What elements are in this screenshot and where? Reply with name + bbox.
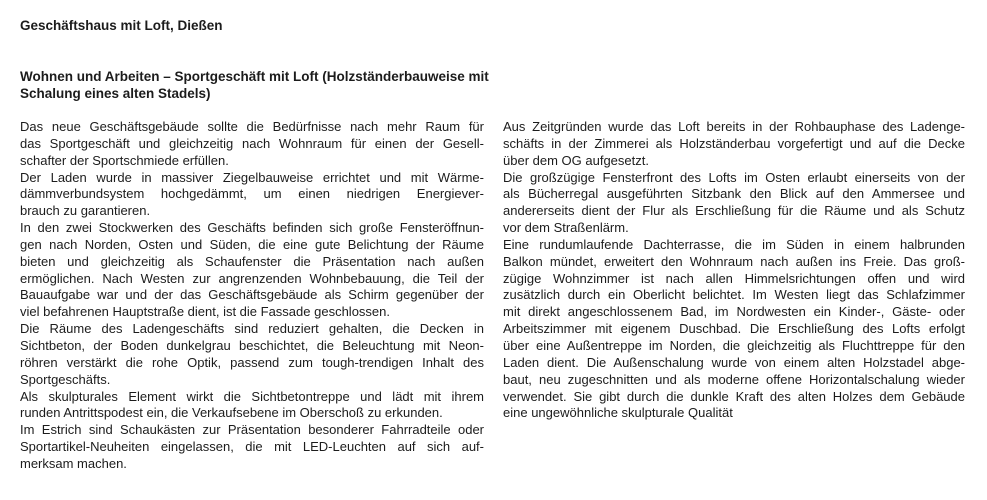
text-line: Die Räume des Ladengeschäfts sind reduziert gehalten, die Decken in [20,321,484,337]
text-line: gen nach Norden, Osten und Süden, die eine gute Belichtung der Räume [20,236,484,252]
text-line: ermöglichen. Nach Westen zur angrenzenden Wohnbebauung, die Teil der [20,270,484,286]
text-line: viel befahrenen Hauptstraße dient, ist die Fassade geschlossen. [20,304,390,320]
text-line: mit direkt angeschlossenem Bad, im Nordwesten ein Kinder-, Gäste- oder [503,304,965,320]
text-line: das Sportgeschäft und gleichzeitig nach Wohnraum für einen der Gesell- [20,135,484,151]
text-line: zügige Wohnzimmer ist nach allen Himmelsrichtungen offen und wird [503,270,965,286]
text-line: vor dem Straßenlärm. [503,220,629,236]
text-line: In den zwei Stockwerken des Geschäfts befinden sich große Fensteröffnun- [20,220,484,236]
text-line: Eine rundumlaufende Dachterrasse, die im Süden in einem halbrunden [503,236,965,252]
text-line: verwendet. Sie gibt durch die dunkle Kraft des alten Holzes dem Gebäude [503,388,965,404]
text-line: bieten und gleichzeitig als Schaufenster die Präsentation nach außen [20,253,484,269]
paragraph [20,220,484,321]
text-line: brauch zu garantieren. [20,203,151,219]
document-title: Geschäftshaus mit Loft, Dießen [20,18,223,33]
text-line: baut, neu zugeschnitten und als moderne offene Horizontalschalung wieder [503,371,965,387]
text-line: Der Laden wurde in massiver Ziegelbauweise errichtet und mit Wärme- [20,169,484,185]
text-line: Sichtbeton, der Boden dunkelgrau beschichtet, die Beleuchtung mit Neon- [20,337,484,353]
text-line: dämmverbundsystem hochgedämmt, um einen niedrigen Energiever- [20,186,484,202]
paragraph [20,389,484,423]
text-line: Aus Zeitgründen wurde das Loft bereits in der Rohbauphase des Ladenge- [503,119,965,134]
text-line: Balkon mündet, erweitert den Wohnraum nach außen ins Freie. Das groß- [503,253,965,269]
text-line: Sportgeschäfts. [20,371,111,387]
text-line: Bauaufgabe war und der das Geschäftsgebäude als Schirm gegenüber der [20,287,484,303]
paragraph [20,170,484,221]
paragraph [503,170,965,237]
text-line: eine ungewöhnliche skulpturale Qualität [503,405,733,421]
text-line: zusätzlich durch ein Oberlicht belichtet. Im Westen liegt das Schlafzimmer [503,287,965,303]
right-text-column [503,119,965,422]
text-line: Als skulpturales Element wirkt die Sichtbetontreppe und lädt mit ihrem [20,388,484,404]
text-line: merksam machen. [20,455,127,471]
left-text-column [20,119,484,473]
paragraph [503,237,965,422]
text-line: über dem OG aufgesetzt. [503,152,649,168]
text-line: andererseits dient der Flur als Erschließung für die Räume und als Schutz [503,203,965,219]
text-line: Sportartikel-Neuheiten eingelassen, die mit LED-Leuchten auf sich auf- [20,439,484,455]
text-line: schäfts in der Zimmerei als Holzständerbau vorgefertigt und auf die Decke [503,135,965,151]
text-line: Laden dient. Die Außenschalung wurde von einem alten Holzstadel abge- [503,354,965,370]
text-line: Im Estrich sind Schaukästen zur Präsentation besonderer Fahrradteile oder [20,422,484,438]
text-line: röhren verstärkt die rohe Optik, passend zum tough-trendigen Inhalt des [20,354,484,370]
text-line: Arbeitszimmer mit eigenem Duschbad. Die Erschließung des Lofts erfolgt [503,321,965,337]
text-line: Die großzügige Fensterfront des Lofts im Osten erlaubt einerseits von der [503,169,965,185]
paragraph [503,119,965,170]
text-line: über eine Außentreppe im Norden, die gleichzeitig als Fluchttreppe für den [503,337,965,353]
text-line: schafter der Sportschmiede erfüllen. [20,152,229,168]
text-line: runden Antrittspodest ein, die Verkaufsebene im Oberschoß zu erkunden. [20,405,443,421]
text-line: als Bücherregal ausgeführten Sitzbank den Blick auf den Ammersee und [503,186,965,202]
paragraph [20,119,484,170]
paragraph [20,422,484,473]
document-subtitle: Wohnen und Arbeiten – Sportgeschäft mit Loft (Holzständerbauweise mit Schalung eines alten Stadels) [20,69,489,101]
text-line: Das neue Geschäftsgebäude sollte die Bedürfnisse nach mehr Raum für [20,119,484,134]
paragraph [20,321,484,388]
